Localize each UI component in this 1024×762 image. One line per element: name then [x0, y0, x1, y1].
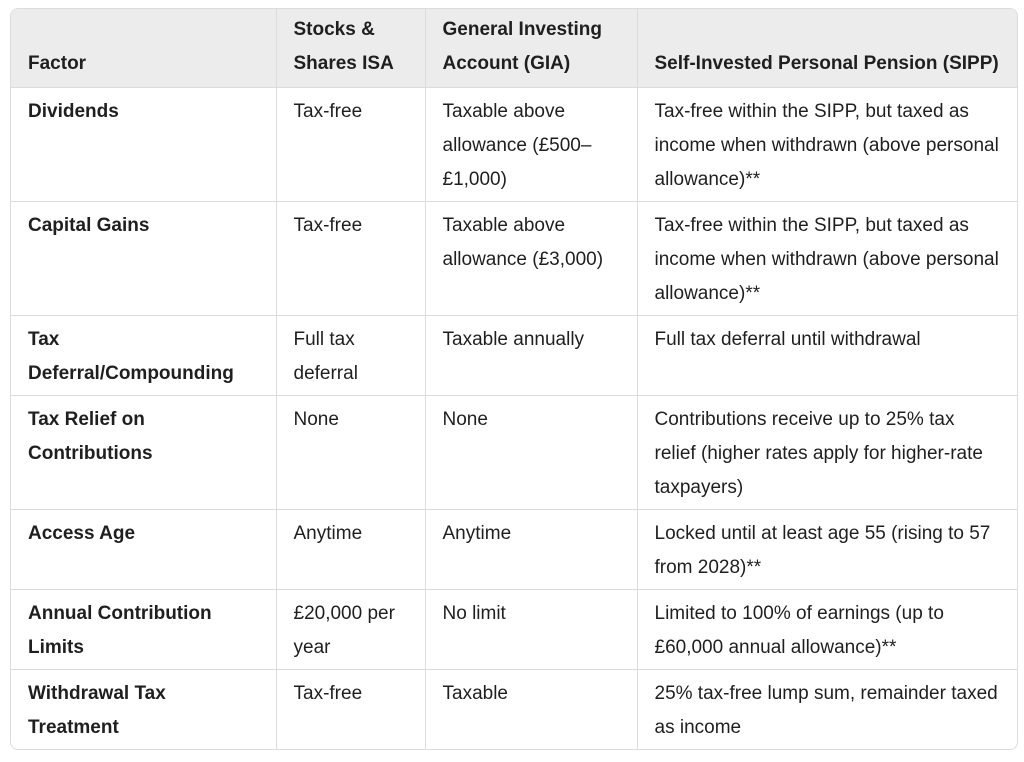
factor-cell: Tax Relief on Contributions — [11, 396, 276, 510]
gia-cell: Taxable above allowance (£3,000) — [425, 202, 637, 316]
table-row — [11, 590, 1017, 670]
factor-cell: Annual Contribution Limits — [11, 590, 276, 670]
isa-cell: £20,000 per year — [276, 590, 425, 670]
header-row — [11, 9, 1017, 88]
gia-cell: Anytime — [425, 510, 637, 590]
isa-cell: None — [276, 396, 425, 510]
gia-cell: Taxable above allowance (£500–£1,000) — [425, 88, 637, 202]
table-row — [11, 510, 1017, 590]
factor-cell: Withdrawal Tax Treatment — [28, 683, 166, 738]
table-row — [11, 670, 1017, 750]
factor-cell: Access Age — [11, 510, 276, 590]
gia-cell: Taxable annually — [425, 316, 637, 396]
sipp-cell: Contributions receive up to 25% tax relief (higher rates apply for higher-rate taxpayers) — [637, 396, 1017, 510]
sipp-cell: Limited to 100% of earnings (up to £60,000 annual allowance)** — [637, 590, 1017, 670]
header-factor: Factor — [11, 9, 276, 88]
factor-cell: Tax Deferral/Compounding — [11, 316, 276, 396]
table-row — [11, 396, 1017, 510]
sipp-cell: Tax-free within the SIPP, but taxed as income when withdrawn (above personal allowance)** — [637, 202, 1017, 316]
gia-cell: None — [425, 396, 637, 510]
isa-cell: Anytime — [276, 510, 425, 590]
factor-cell: Capital Gains — [11, 202, 276, 316]
gia-cell: Taxable — [425, 670, 637, 750]
table-row — [11, 316, 1017, 396]
table-body — [11, 88, 1017, 750]
sipp-cell: Locked until at least age 55 (rising to 57 from 2028)** — [637, 510, 1017, 590]
comparison-table-container — [10, 8, 1018, 750]
gia-cell: No limit — [425, 590, 637, 670]
sipp-cell: 25% tax-free lump sum, remainder taxed as income — [637, 670, 1017, 750]
table-row — [11, 88, 1017, 202]
table-row — [11, 202, 1017, 316]
sipp-cell: Tax-free within the SIPP, but taxed as income when withdrawn (above personal allowance)** — [637, 88, 1017, 202]
header-stocks-shares-isa: Stocks & Shares ISA — [276, 9, 425, 88]
isa-cell: Full tax deferral — [276, 316, 425, 396]
sipp-cell: Full tax deferral until withdrawal — [637, 316, 1017, 396]
header-sipp: Self-Invested Personal Pension (SIPP) — [637, 9, 1017, 88]
table-header — [11, 9, 1017, 88]
isa-cell: Tax-free — [276, 202, 425, 316]
factor-cell: Dividends — [11, 88, 276, 202]
isa-cell: Tax-free — [276, 88, 425, 202]
isa-cell: Tax-free — [276, 670, 425, 750]
header-general-investing-account: General Investing Account (GIA) — [425, 9, 637, 88]
comparison-table — [11, 9, 1017, 749]
